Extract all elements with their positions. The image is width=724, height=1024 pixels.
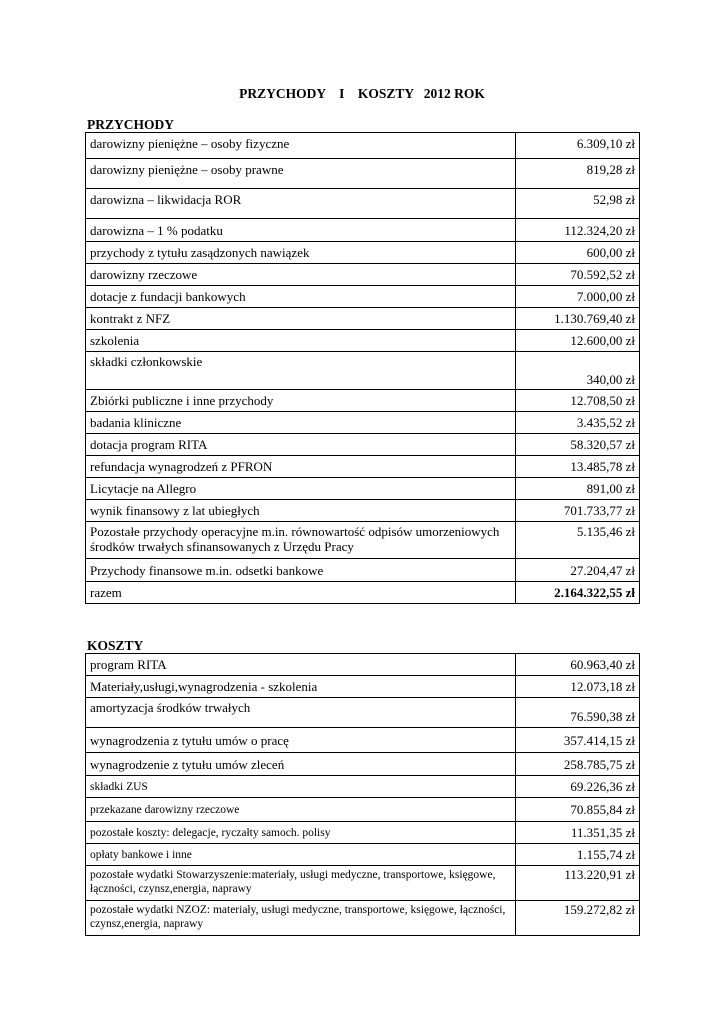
income-label: wynik finansowy z lat ubiegłych	[86, 500, 516, 522]
cost-label: program RITA	[86, 654, 516, 676]
cost-label: wynagrodzenie z tytułu umów zleceń	[86, 753, 516, 776]
table-row	[86, 676, 640, 698]
income-amount: 891,00 zł	[516, 478, 640, 500]
cost-amount: 70.855,84 zł	[516, 798, 640, 822]
income-amount: 3.435,52 zł	[516, 412, 640, 434]
income-amount: 340,00 zł	[516, 352, 640, 390]
income-label: dotacje z fundacji bankowych	[86, 286, 516, 308]
income-heading: PRZYCHODY	[87, 117, 174, 132]
cost-label: pozostałe koszty: delegacje, ryczałty samoch. polisy	[86, 822, 516, 844]
table-row	[86, 308, 640, 330]
cost-amount: 113.220,91 zł	[516, 866, 640, 901]
income-label: Pozostałe przychody operacyjne m.in. równowartość odpisów umorzeniowych środków trwałych sfinansowanych z Urzędu Pracy	[86, 522, 516, 559]
cost-amount: 11.351,35 zł	[516, 822, 640, 844]
cost-amount: 159.272,82 zł	[516, 901, 640, 936]
page-title: PRZYCHODY I KOSZTY 2012 ROK	[239, 86, 485, 101]
cost-amount: 357.414,15 zł	[516, 728, 640, 753]
income-label: szkolenia	[86, 330, 516, 352]
income-amount: 70.592,52 zł	[516, 264, 640, 286]
cost-label: składki ZUS	[86, 776, 516, 798]
cost-label: Materiały,usługi,wynagrodzenia - szkolenia	[86, 676, 516, 698]
cost-label: amortyzacja środków trwałych	[86, 698, 516, 728]
income-table	[85, 132, 640, 604]
cost-label: pozostałe wydatki Stowarzyszenie:materiały, usługi medyczne, transportowe, księgowe, łączności, czynsz,energia, naprawy	[86, 866, 516, 901]
table-row	[86, 522, 640, 559]
income-label: darowizny pieniężne – osoby fizyczne	[86, 133, 516, 159]
income-label: Licytacje na Allegro	[86, 478, 516, 500]
income-label: składki członkowskie	[86, 352, 516, 390]
cost-label: pozostałe wydatki NZOZ: materiały, usługi medyczne, transportowe, księgowe, łączności, czynsz,energia, naprawy	[86, 901, 516, 936]
table-row	[86, 901, 640, 936]
costs-heading: KOSZTY	[87, 638, 144, 653]
table-row	[86, 753, 640, 776]
income-label: przychody z tytułu zasądzonych nawiązek	[86, 242, 516, 264]
income-label: badania kliniczne	[86, 412, 516, 434]
table-row	[86, 866, 640, 901]
income-amount: 6.309,10 zł	[516, 133, 640, 159]
income-label: refundacja wynagrodzeń z PFRON	[86, 456, 516, 478]
income-amount: 112.324,20 zł	[516, 219, 640, 242]
income-label: darowizny pieniężne – osoby prawne	[86, 159, 516, 189]
cost-label: przekazane darowizny rzeczowe	[86, 798, 516, 822]
table-row	[86, 242, 640, 264]
income-amount: 819,28 zł	[516, 159, 640, 189]
table-row	[86, 286, 640, 308]
total-label: razem	[86, 582, 516, 604]
income-amount: 58.320,57 zł	[516, 434, 640, 456]
total-amount: 2.164.322,55 zł	[516, 582, 640, 604]
income-amount: 12.708,50 zł	[516, 390, 640, 412]
cost-amount: 1.155,74 zł	[516, 844, 640, 866]
table-row	[86, 219, 640, 242]
income-label: Zbiórki publiczne i inne przychody	[86, 390, 516, 412]
income-amount: 701.733,77 zł	[516, 500, 640, 522]
costs-table	[85, 653, 640, 936]
income-amount: 52,98 zł	[516, 189, 640, 219]
table-row	[86, 264, 640, 286]
table-row	[86, 776, 640, 798]
income-amount: 7.000,00 zł	[516, 286, 640, 308]
cost-amount: 69.226,36 zł	[516, 776, 640, 798]
income-label: dotacja program RITA	[86, 434, 516, 456]
table-row	[86, 822, 640, 844]
cost-amount: 258.785,75 zł	[516, 753, 640, 776]
table-row	[86, 330, 640, 352]
table-row	[86, 844, 640, 866]
income-amount: 1.130.769,40 zł	[516, 308, 640, 330]
table-row	[86, 189, 640, 219]
income-label: darowizna – likwidacja ROR	[86, 189, 516, 219]
income-label: darowizna – 1 % podatku	[86, 219, 516, 242]
cost-label: wynagrodzenia z tytułu umów o pracę	[86, 728, 516, 753]
table-row	[86, 159, 640, 189]
income-label: kontrakt z NFZ	[86, 308, 516, 330]
table-row	[86, 698, 640, 728]
table-row	[86, 728, 640, 753]
income-amount: 12.600,00 zł	[516, 330, 640, 352]
income-amount: 27.204,47 zł	[516, 559, 640, 582]
table-row	[86, 654, 640, 676]
cost-amount: 60.963,40 zł	[516, 654, 640, 676]
table-row	[86, 434, 640, 456]
table-row	[86, 500, 640, 522]
table-row	[86, 352, 640, 390]
table-row	[86, 390, 640, 412]
total-row	[86, 582, 640, 604]
income-amount: 600,00 zł	[516, 242, 640, 264]
cost-amount: 12.073,18 zł	[516, 676, 640, 698]
table-row	[86, 798, 640, 822]
income-amount: 5.135,46 zł	[516, 522, 640, 559]
income-label: darowizny rzeczowe	[86, 264, 516, 286]
income-amount: 13.485,78 zł	[516, 456, 640, 478]
table-row	[86, 133, 640, 159]
table-row	[86, 478, 640, 500]
cost-label: opłaty bankowe i inne	[86, 844, 516, 866]
table-row	[86, 559, 640, 582]
table-row	[86, 412, 640, 434]
table-row	[86, 456, 640, 478]
income-label: Przychody finansowe m.in. odsetki bankowe	[86, 559, 516, 582]
cost-amount: 76.590,38 zł	[516, 698, 640, 728]
